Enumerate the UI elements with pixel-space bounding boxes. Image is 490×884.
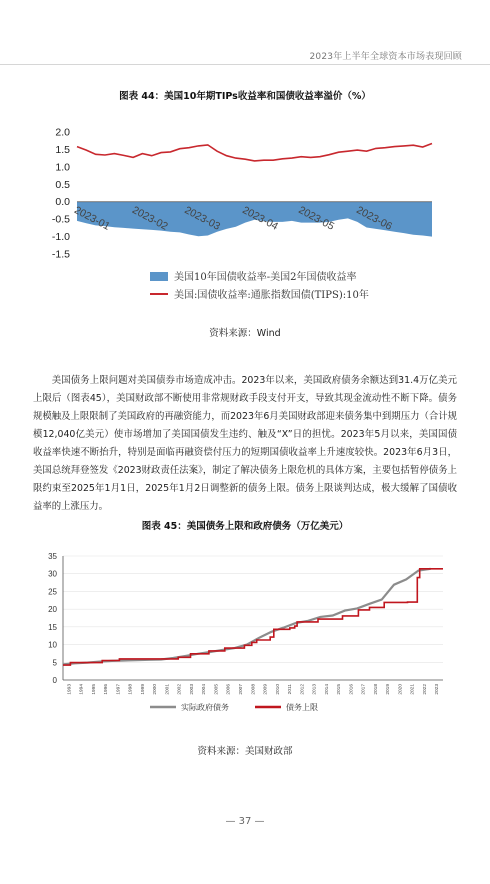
- tips-yield-chart: [0, 118, 490, 333]
- page-number: — 37 —: [225, 816, 265, 827]
- debt-ceiling-line: [63, 569, 443, 665]
- legend-label-tips: 美国:国债收益率:通胀指数国债(TIPS):10年: [174, 290, 369, 301]
- y-tick-label: -1.0: [51, 231, 70, 244]
- body-paragraph: 美国债务上限问题对美国债券市场造成冲击。2023年以来，美国政府债务余额达到31.4万亿美元上限后（图表45），美国财政部不断使用非常规财政手段支付开支，导致其现金流动性不断下降。债务规模触及上限限制了美国政府的再融资能力，而2023年6月美国财政部迎来债务集中到期压力（合计规模12,040亿美元）使市场增加了美国国债发生违约、触及“X”日的担忧。2023年5月以来，美国国债收益率快速不断抬升，特别是面临再融资偿付压力的短期国债收益率上升速度较快。2023年6月3日，美国总统拜登签发《2023财政责任法案》，制定了解决债务上限危机的具体方案，主要包括暂停债务上限约束至2025年1月1日，2025年1月2日调整新的债务上限。债务上限谈判达成，极大缓解了国债收益率的上涨压力。: [33, 375, 457, 512]
- x-tick-label: 2008: [251, 684, 257, 695]
- debt-ceiling-chart: [0, 548, 490, 718]
- y-tick-label: 5: [52, 658, 57, 668]
- x-tick-label: 2015: [337, 684, 343, 695]
- x-tick-label: 1995: [91, 684, 97, 695]
- tips-yield-line: [77, 144, 432, 161]
- x-tick-label: 2011: [288, 684, 294, 695]
- x-tick-label: 2013: [312, 684, 318, 695]
- x-tick-label: 2006: [226, 684, 232, 695]
- x-tick-label: 2018: [373, 684, 379, 695]
- header-divider: [0, 64, 490, 65]
- x-tick-label: 2020: [398, 684, 404, 695]
- x-tick-label: 2012: [300, 684, 306, 695]
- x-tick-label: 2014: [324, 684, 330, 695]
- x-tick-label: 1996: [104, 684, 110, 695]
- x-tick-label: 1993: [67, 684, 73, 695]
- x-tick-label: 1998: [128, 684, 134, 695]
- x-tick-label: 1997: [116, 684, 122, 695]
- y-tick-label: 1.5: [55, 143, 70, 156]
- legend-label-spread: 美国10年国债收益率-美国2年国债收益率: [174, 272, 357, 283]
- x-tick-label: 2021: [410, 684, 416, 695]
- x-tick-label: 1999: [140, 684, 146, 695]
- y-tick-label: 20: [48, 605, 57, 615]
- x-tick-label: 2023-05: [296, 204, 337, 233]
- figure-44-title: 图表 44：美国10年期TIPs收益率和国债收益率溢价（%）: [119, 91, 371, 102]
- x-tick-label: 2023-06: [354, 204, 395, 233]
- x-tick-label: 2004: [202, 684, 208, 695]
- legend-label-actual: 实际政府债务: [181, 703, 229, 712]
- x-tick-label: 2005: [214, 684, 220, 695]
- x-tick-label: 2016: [349, 684, 355, 695]
- x-tick-label: 2007: [239, 684, 245, 695]
- y-tick-label: -0.5: [51, 213, 70, 226]
- x-tick-label: 2001: [165, 684, 171, 695]
- figure-45-title: 图表 45：美国债务上限和政府债务（万亿美元）: [141, 521, 349, 532]
- x-tick-label: 2023-01: [72, 204, 112, 233]
- x-tick-label: 2002: [177, 684, 183, 695]
- y-tick-label: 15: [48, 622, 57, 632]
- x-tick-label: 2023: [435, 684, 441, 695]
- x-tick-label: 2000: [153, 684, 159, 695]
- y-tick-label: 10: [48, 640, 57, 650]
- x-tick-label: 2023-02: [130, 204, 170, 233]
- y-tick-label: 25: [48, 587, 57, 597]
- y-tick-label: 0.0: [55, 196, 70, 209]
- actual-debt-line: [63, 569, 431, 665]
- running-header: 2023年上半年全球资本市场表现回顾: [309, 52, 462, 62]
- x-tick-label: 2019: [386, 684, 392, 695]
- x-tick-label: 1994: [79, 684, 85, 695]
- figure-44-source: 资料来源：Wind: [209, 328, 281, 339]
- legend-label-ceiling: 债务上限: [286, 703, 318, 712]
- figure-45-source: 资料来源：美国财政部: [197, 746, 293, 757]
- y-tick-label: 30: [48, 569, 57, 579]
- x-tick-label: 2003: [189, 684, 195, 695]
- x-tick-label: 2023-03: [182, 204, 223, 233]
- y-tick-label: 2.0: [55, 126, 70, 139]
- x-tick-label: 2010: [275, 684, 281, 695]
- y-tick-label: 0.5: [55, 178, 70, 191]
- x-tick-label: 2009: [263, 684, 269, 695]
- y-tick-label: 0: [52, 676, 57, 685]
- legend-swatch-spread: [150, 272, 168, 281]
- y-tick-label: -1.5: [51, 248, 70, 261]
- x-tick-label: 2017: [361, 684, 367, 695]
- y-tick-label: 35: [48, 552, 57, 561]
- x-tick-label: 2022: [422, 684, 428, 695]
- y-tick-label: 1.0: [55, 161, 70, 174]
- x-tick-label: 2023-04: [240, 204, 281, 233]
